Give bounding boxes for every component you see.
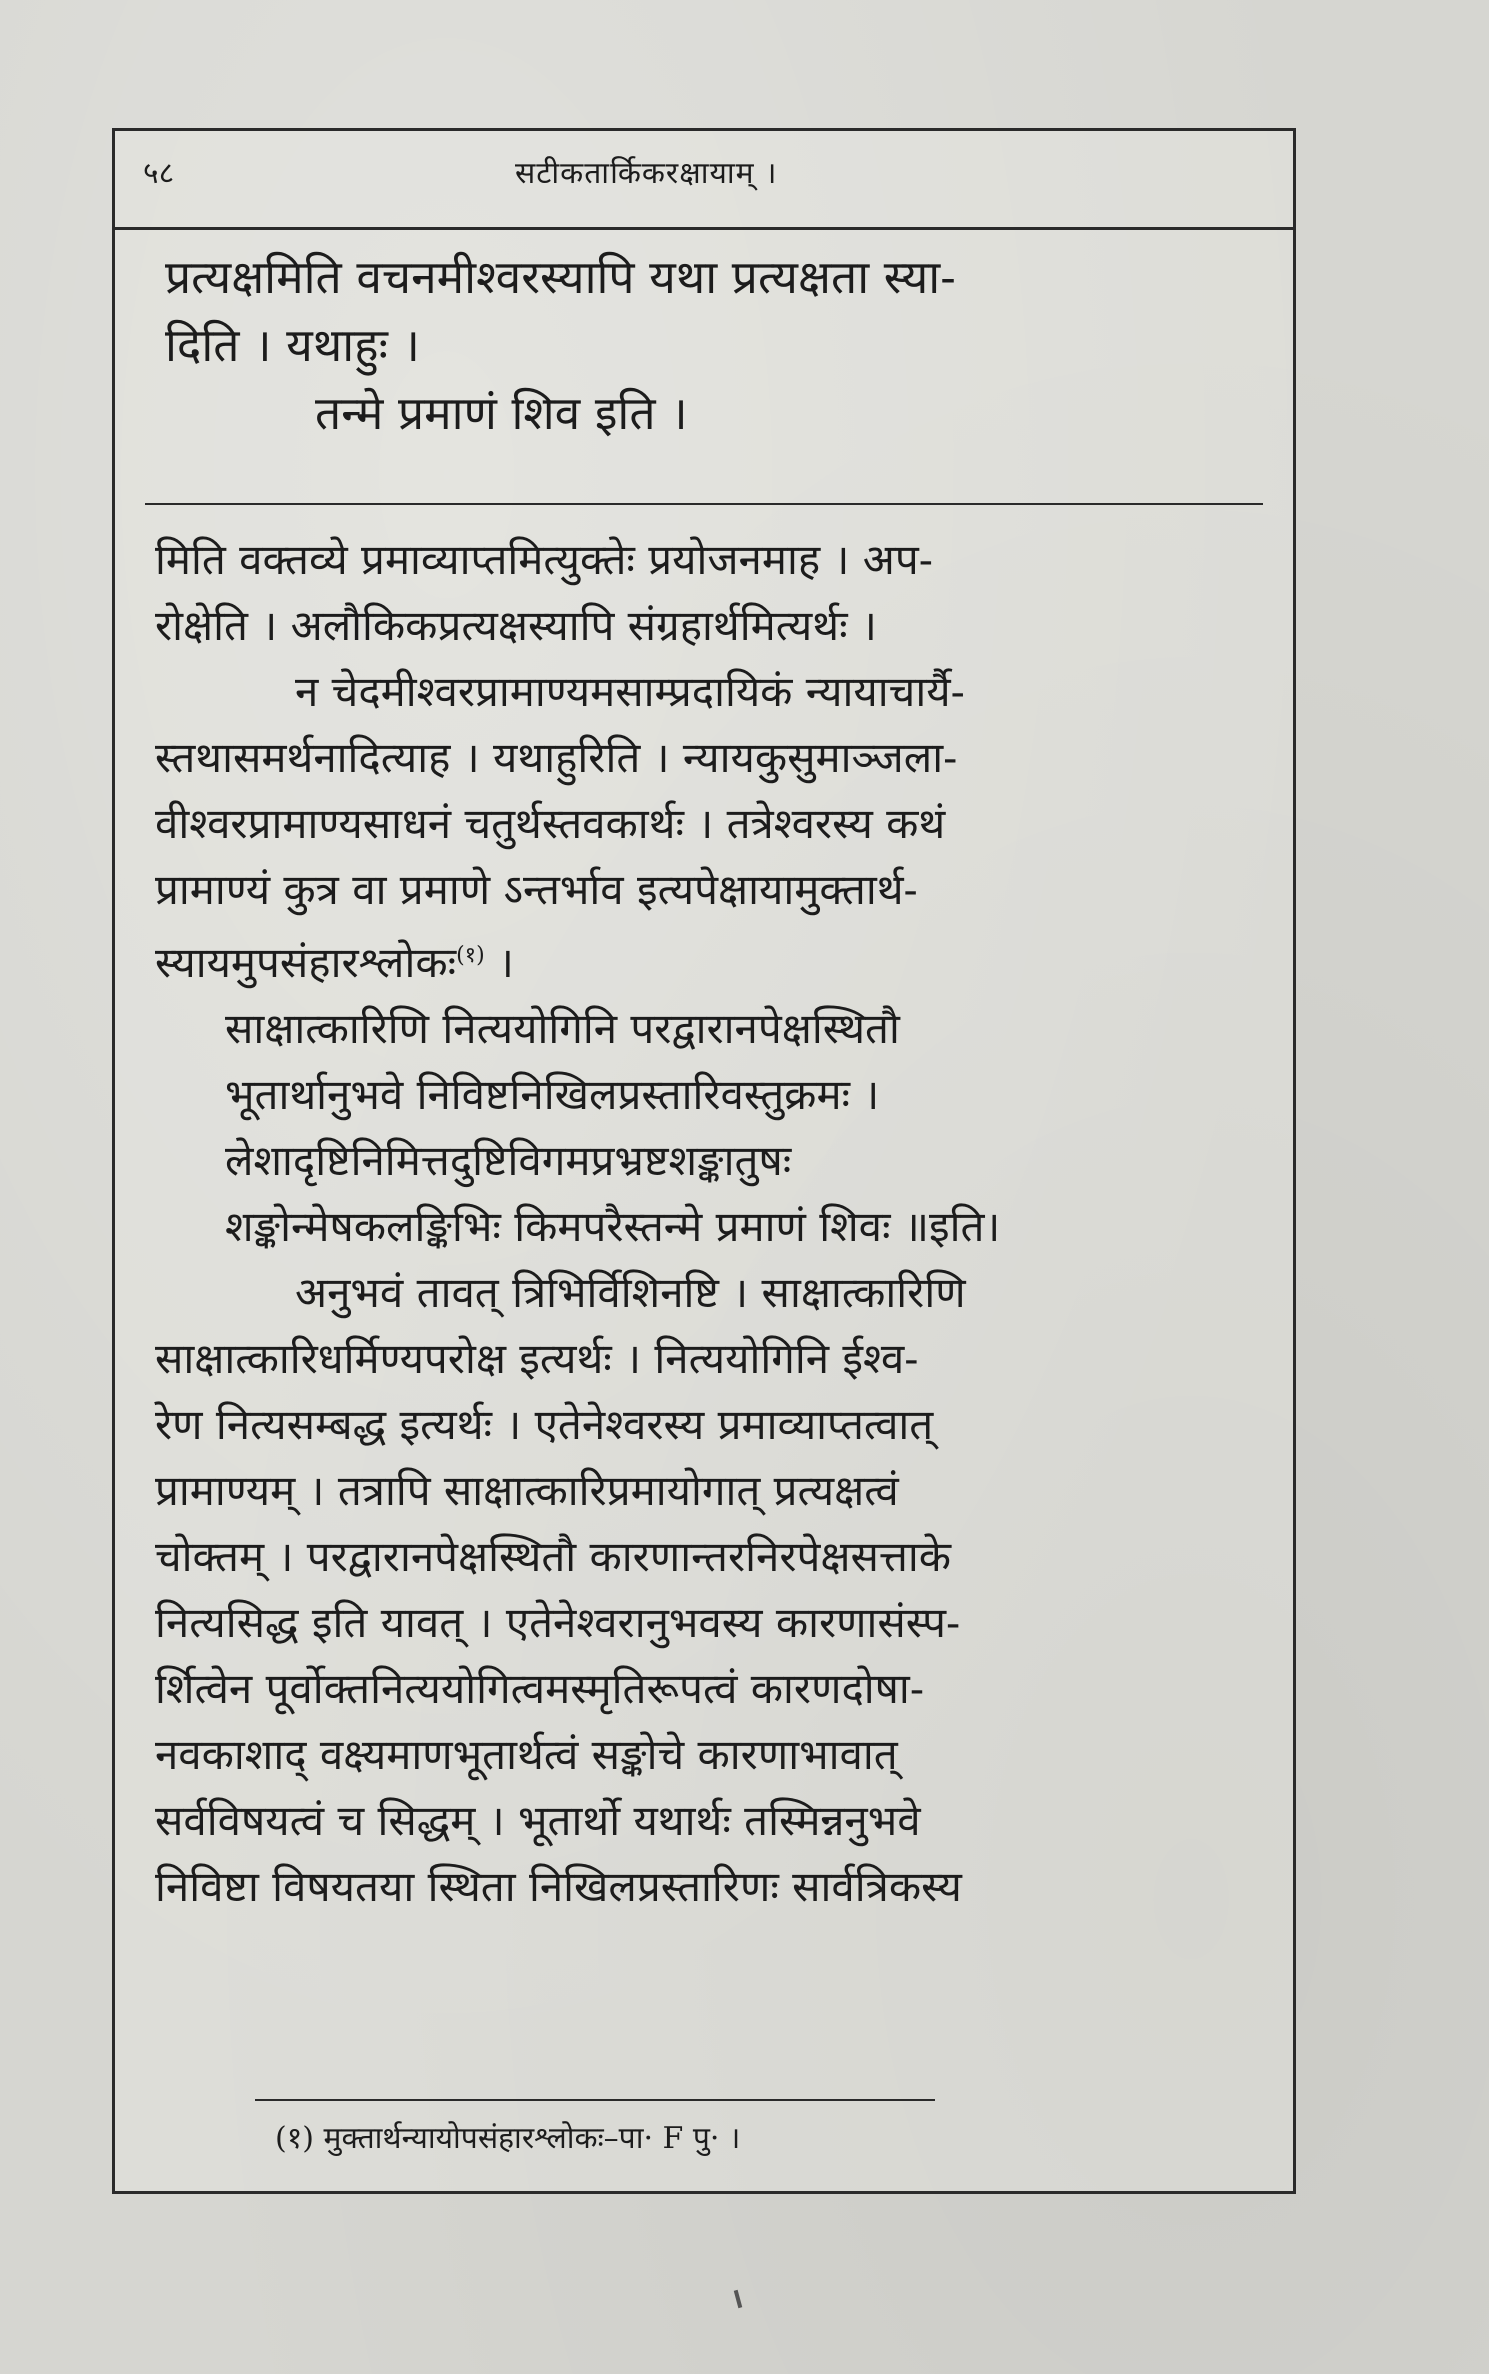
root-text-line: दिति । यथाहुः । xyxy=(165,318,420,372)
root-text-line: प्रत्यक्षमिति वचनमीश्वरस्यापि यथा प्रत्यक्षता स्या- xyxy=(165,250,956,304)
commentary-line: चोक्तम् । परद्वारानपेक्षस्थितौ कारणान्तरनिरपेक्षसत्ताके xyxy=(155,1532,952,1581)
commentary-line: प्रामाण्यं कुत्र वा प्रमाणे ऽन्तर्भाव इत्यपेक्षायामुक्तार्थ- xyxy=(155,865,918,914)
commentary-line-with-note xyxy=(155,923,1263,996)
line-end-danda: । xyxy=(484,938,514,987)
commentary-line: न चेदमीश्वरप्रामाण्यमसाम्प्रदायिकं न्यायाचार्यै- xyxy=(295,667,965,716)
commentary-line: वीश्वरप्रामाण्यसाधनं चतुर्थस्तवकार्थः । तत्रेश्वरस्य कथं xyxy=(155,799,946,848)
verse-line: शङ्कोन्मेषकलङ्किभिः किमपरैस्तन्मे प्रमाणं शिवः ॥इति। xyxy=(225,1202,1001,1251)
verse-line: भूतार्थानुभवे निविष्टनिखिलप्रस्तारिवस्तुक्रमः । xyxy=(225,1070,880,1119)
root-text-block xyxy=(165,243,1263,447)
commentary-line: रेण नित्यसम्बद्ध इत्यर्थः । एतेनेश्वरस्य प्रमाव्याप्तत्वात् xyxy=(155,1400,934,1449)
commentary-line: साक्षात्कारिधर्मिण्यपरोक्ष इत्यर्थः । नित्ययोगिनि ईश्व- xyxy=(155,1334,919,1383)
section-rule xyxy=(145,503,1263,505)
commentary-line: सर्वविषयत्वं च सिद्धम् । भूतार्थो यथार्थः तस्मिन्ननुभवे xyxy=(155,1796,921,1845)
commentary-line: नवकाशाद् वक्ष्यमाणभूतार्थत्वं सङ्कोचे कारणाभावात् xyxy=(155,1730,898,1779)
commentary-line: अनुभवं तावत् त्रिभिर्विशिनष्टि । साक्षात्कारिणि xyxy=(295,1268,966,1317)
commentary-line: मिति वक्तव्ये प्रमाव्याप्तमित्युक्तेः प्रयोजनमाह । अप- xyxy=(155,535,933,584)
verse-line: लेशादृष्टिनिमित्तदुष्टिविगमप्रभ्रष्टशङ्कातुषः xyxy=(225,1136,792,1185)
commentary-line: रोक्षेति । अलौकिकप्रत्यक्षस्यापि संग्रहार्थमित्यर्थः । xyxy=(155,601,877,650)
commentary-line: र्शित्वेन पूर्वोक्तनित्ययोगित्वमस्मृतिरूपत्वं कारणदोषा- xyxy=(155,1664,925,1713)
running-title: सटीकतार्किकरक्षायाम् । xyxy=(515,156,778,191)
commentary-text: स्यायमुपसंहारश्लोकः xyxy=(155,938,457,987)
root-text-line: तन्मे प्रमाणं शिव इति । xyxy=(315,386,688,440)
ink-speck xyxy=(734,2290,743,2308)
page-frame xyxy=(112,128,1296,2194)
commentary-line: प्रामाण्यम् । तत्रापि साक्षात्कारिप्रमायोगात् प्रत्यक्षत्वं xyxy=(155,1466,899,1515)
header-rule xyxy=(115,227,1293,230)
footnote-rule xyxy=(255,2099,935,2101)
page-number: ५८ xyxy=(143,156,175,191)
verse-line: साक्षात्कारिणि नित्ययोगिनि परद्वारानपेक्षस्थितौ xyxy=(225,1004,900,1053)
footnote: (१) मुक्तार्थन्यायोपसंहारश्लोकः–पा· F पु· । xyxy=(275,2121,741,2156)
commentary-line: नित्यसिद्ध इति यावत् । एतेनेश्वरानुभवस्य कारणासंस्प- xyxy=(155,1598,961,1647)
commentary-block xyxy=(155,527,1263,1920)
running-head xyxy=(115,143,1293,203)
commentary-line: निविष्टा विषयतया स्थिता निखिलप्रस्तारिणः सार्वत्रिकस्य xyxy=(155,1862,962,1911)
commentary-line: स्तथासमर्थनादित्याह । यथाहुरिति । न्यायकुसुमाञ्जला- xyxy=(155,733,958,782)
footnote-marker: (१) xyxy=(456,943,485,968)
